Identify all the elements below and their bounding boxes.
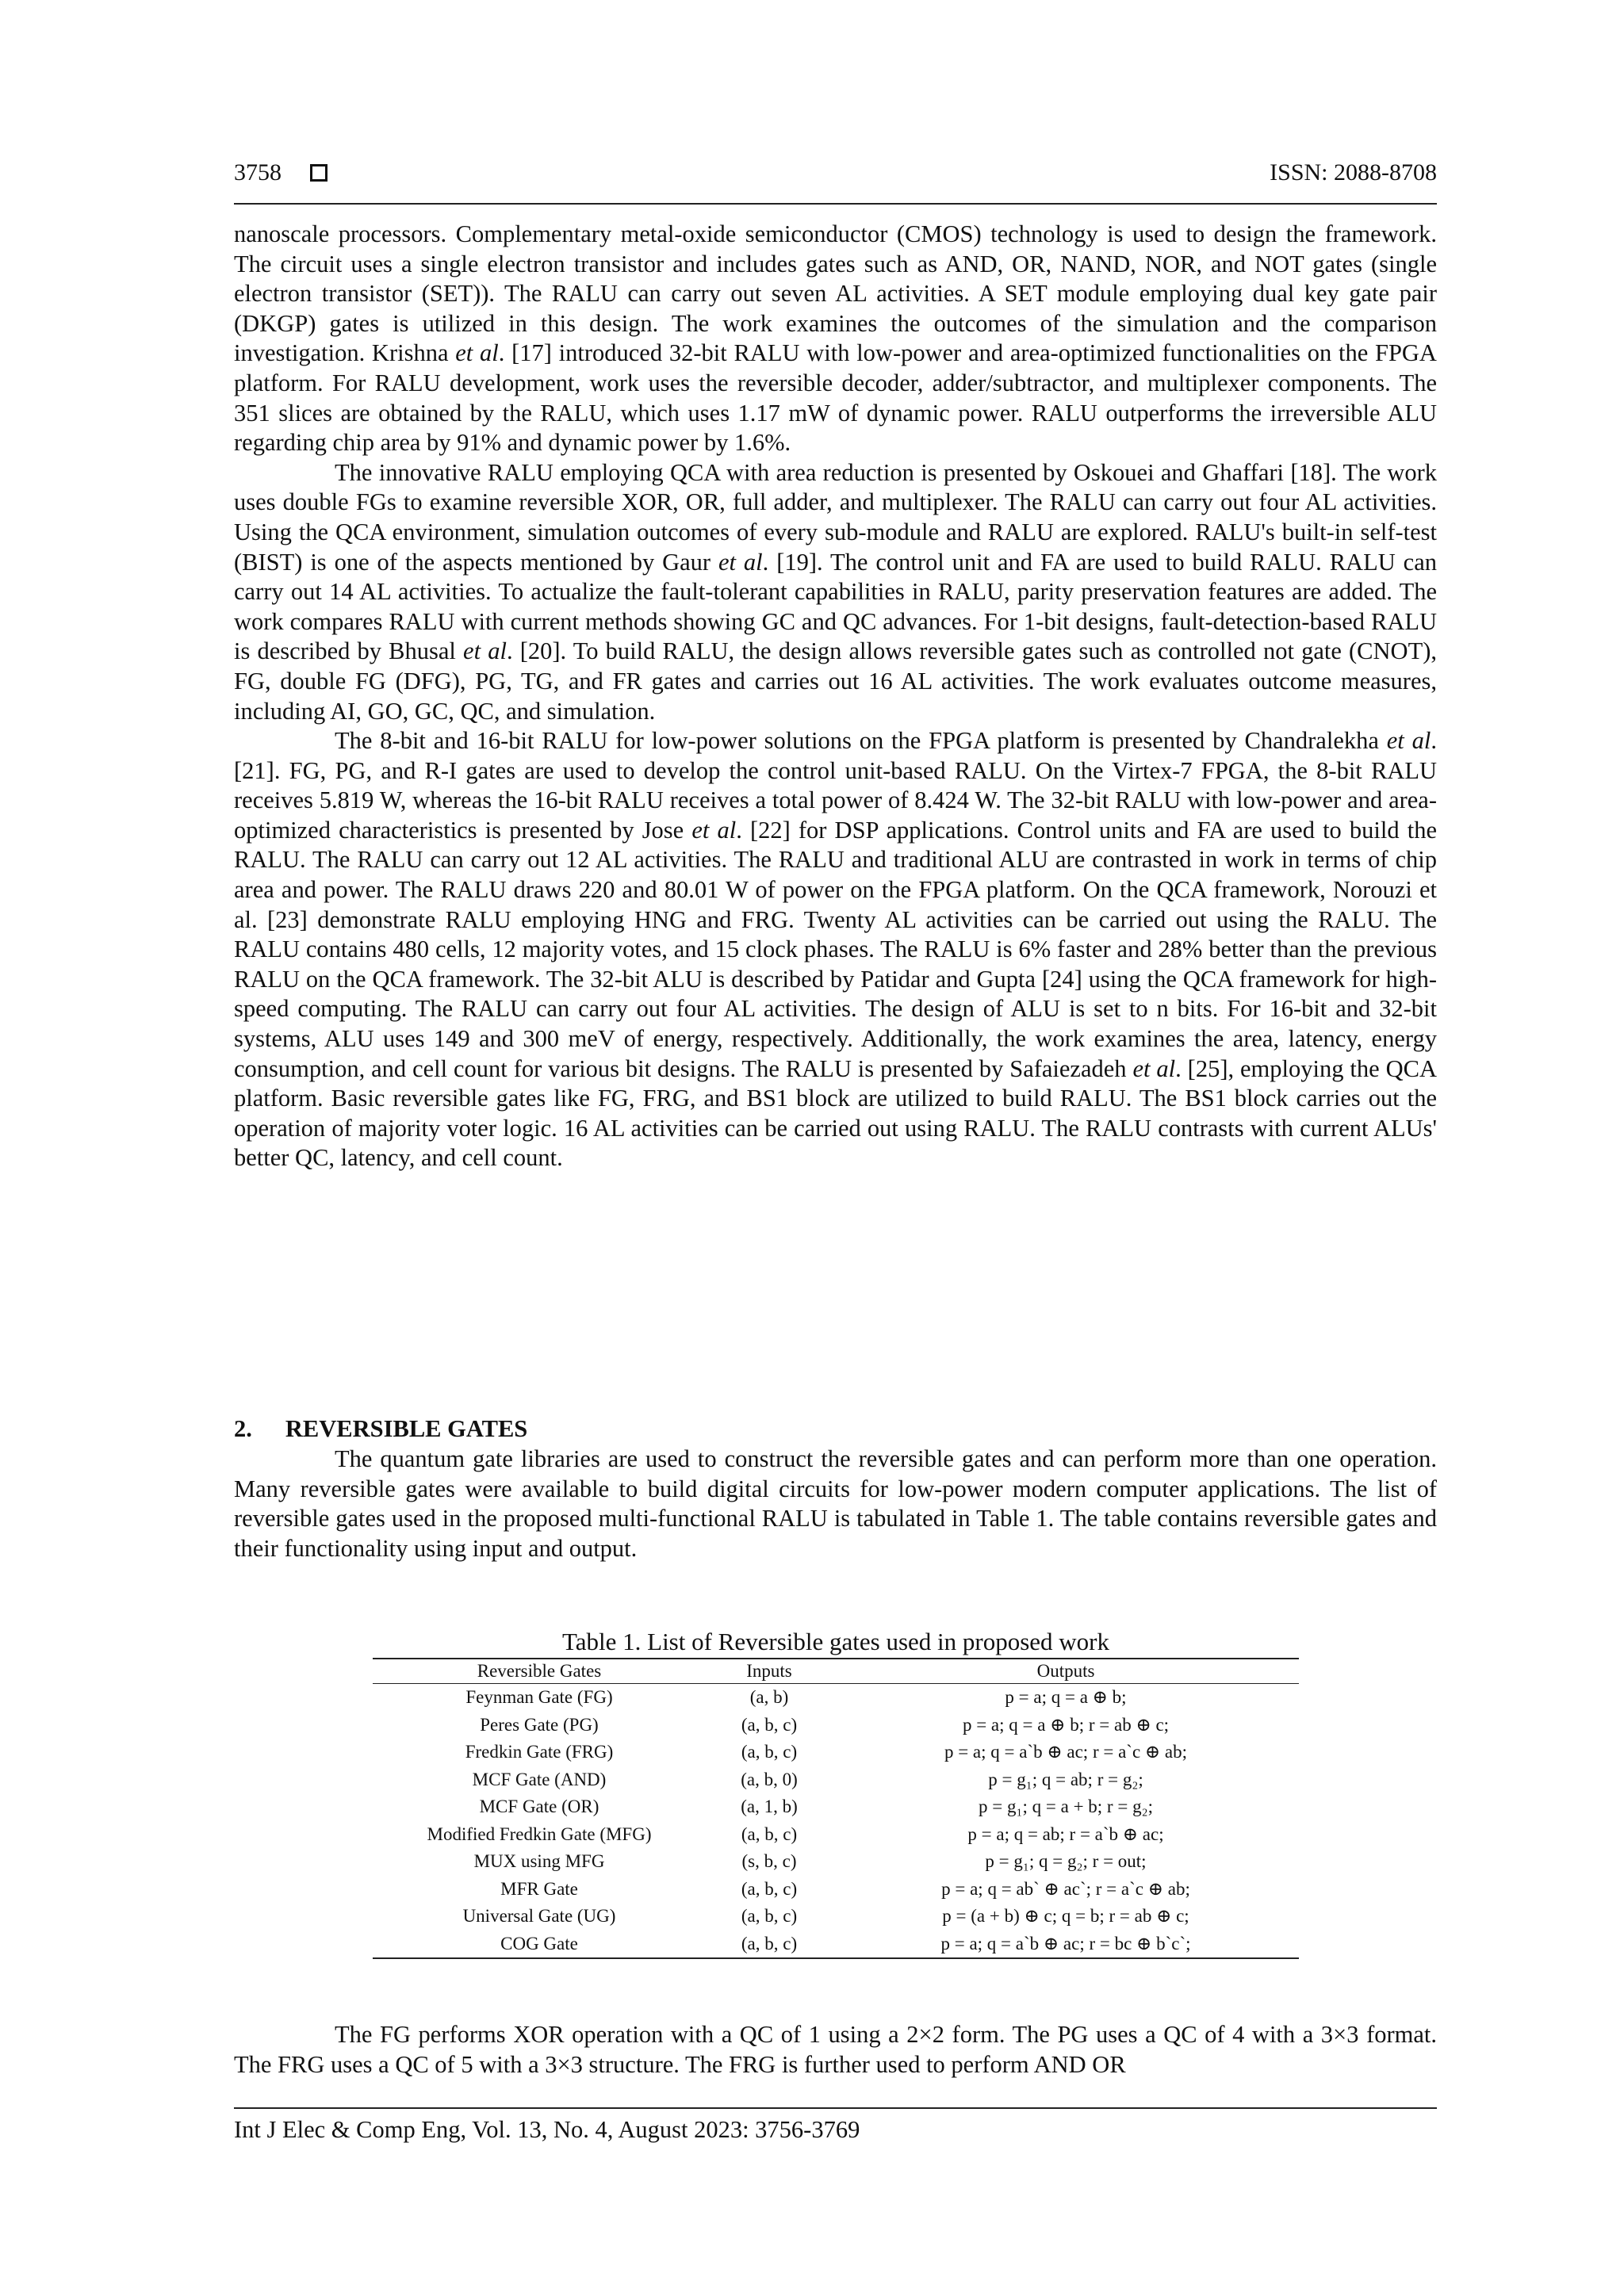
cell-outputs: p = g₁; q = ab; r = g₂;: [988, 1769, 1143, 1789]
page-number: 3758: [234, 159, 282, 186]
table-row: [373, 1821, 1299, 1849]
cell-inputs: (a, b, c): [741, 1878, 798, 1899]
table-1: [373, 1628, 1299, 1959]
text-segment: The 8-bit and 16-bit RALU for low-power solutions on the FPGA platform is presented by Chandralekha: [335, 727, 1387, 755]
gates-table: [373, 1658, 1299, 1959]
paragraph: [234, 726, 1437, 1173]
section-heading: [234, 1415, 527, 1443]
cell-inputs: (a, b, c): [741, 1906, 798, 1926]
section-number: 2.: [234, 1415, 252, 1442]
cell-outputs: p = g₁; q = a + b; r = g₂;: [979, 1797, 1153, 1816]
italic-text: et al: [691, 816, 737, 844]
cell-inputs: (a, b, c): [741, 1823, 798, 1844]
header-outputs: Outputs: [833, 1659, 1299, 1684]
table-row: [373, 1876, 1299, 1904]
cell-gate: COG Gate: [373, 1931, 706, 1959]
body-text-closing: [234, 2020, 1437, 2080]
cell-outputs: p = a; q = a`b ⊕ ac; r = bc ⊕ b`c`;: [833, 1931, 1299, 1959]
italic-text: et al: [455, 339, 499, 367]
issn-label: ISSN: 2088-8708: [1270, 159, 1437, 186]
closing-paragraph: The FG performs XOR operation with a QC of 1 using a 2×2 form. The PG uses a QC of 4 with a 3×3 format. The FRG uses a QC of 5 with a 3×3 structure. The FRG is further used to perform AND OR: [234, 2021, 1437, 2078]
header-left: [234, 159, 327, 186]
cell-outputs: p = a; q = ab` ⊕ ac`; r = a`c ⊕ ab;: [941, 1878, 1190, 1899]
header-rule: [234, 203, 1437, 205]
paragraph: [234, 458, 1437, 726]
table-header-row: [373, 1659, 1299, 1684]
section-title: REVERSIBLE GATES: [285, 1415, 528, 1442]
text-segment: . [17] introduced 32-bit RALU with low-power and area-optimized functionalities on the FPGA platform. For RALU development, work uses the reversible decoder, adder/subtractor, and multiplexer components. The 351 slices are obtained by the RALU, which uses 1.17 mW of dynamic power. RALU outperforms the irreversible ALU regarding chip area by 91% and dynamic power by 1.6%.: [234, 339, 1437, 457]
cell-outputs: p = a; q = a`b ⊕ ac; r = a`c ⊕ ab;: [944, 1742, 1188, 1762]
checkbox-square-icon: [310, 164, 327, 182]
table-caption: Table 1. List of Reversible gates used in proposed work: [561, 1628, 1109, 1655]
text-segment: . [19]. The control unit and FA are used to build RALU. RALU can carry out 14 AL activities. To actualize the fault-tolerant capabilities in RALU, parity preservation features are added. The work compares RALU with current methods showing GC and QC advances. For 1-bit designs, fault-detection-based RALU is described by Bhusal: [234, 548, 1437, 665]
cell-gate: MCF Gate (OR): [479, 1797, 599, 1816]
text-segment: . [25], employing the QCA platform. Basic reversible gates like FG, FRG, and BS1 block are utilized to build RALU. The BS1 block carries out the operation of majority voter logic. 16 AL activities can be carried out using RALU. The RALU contrasts with current ALUs' better QC, latency, and cell count.: [234, 1054, 1437, 1172]
body-text-section: [234, 1445, 1437, 1563]
cell-gate: Modified Fredkin Gate (MFG): [427, 1823, 652, 1844]
page-header: [234, 155, 1437, 190]
cell-inputs: (a, b, c): [706, 1931, 833, 1959]
table-row: [373, 1793, 1299, 1821]
italic-text: et al: [718, 548, 763, 576]
footer-rule: [234, 2107, 1437, 2109]
cell-outputs: p = a; q = a ⊕ b; r = ab ⊕ c;: [962, 1714, 1170, 1735]
cell-gate: Fredkin Gate (FRG): [465, 1742, 614, 1762]
text-segment: . [22] for DSP applications. Control units and FA are used to build the RALU. The RALU can carry out 12 AL activities. The RALU and traditional ALU are contrasted in work in terms of chip area and power. The RALU draws 220 and 80.01 W of power on the FPGA platform. On the QCA framework, Norouzi et al. [23] demonstrate RALU employing HNG and FRG. Twenty AL activities can be carried out using the RALU. The RALU contains 480 cells, 12 majority votes, and 15 clock phases. The RALU is 6% faster and 28% better than the previous RALU on the QCA framework. The 32-bit ALU is described by Patidar and Gupta [24] using the QCA framework for high-speed computing. The RALU can carry out four AL activities. The design of ALU is set to n bits. For 16-bit and 32-bit systems, ALU uses 149 and 300 meV of energy, respectively. Additionally, the work examines the area, latency, energy consumption, and cell count for various bit designs. The RALU is presented by Safaiezadeh: [234, 816, 1437, 1082]
italic-text: et al: [1132, 1054, 1176, 1082]
text-segment: . [20]. To build RALU, the design allows reversible gates such as controlled not gate (CNOT), FG, double FG (DFG), PG, TG, and FR gates and carries out 16 AL activities. The work evaluates outcome measures, including AI, GO, GC, QC, and simulation.: [234, 637, 1437, 725]
cell-inputs: (a, 1, b): [741, 1797, 798, 1816]
table-row: [373, 1739, 1299, 1766]
cell-inputs: (a, b, c): [741, 1714, 798, 1735]
section-paragraph: The quantum gate libraries are used to construct the reversible gates and can perform more than one operation. Many reversible gates were available to build digital circuits for low-power modern computer applications. The list of reversible gates used in the proposed multi-functional RALU is tabulated in Table 1. The table contains reversible gates and their functionality using input and output.: [234, 1445, 1437, 1562]
table-row: [373, 1712, 1299, 1739]
cell-inputs: (a, b, c): [741, 1742, 798, 1762]
paragraph: [234, 220, 1437, 458]
italic-text: et al: [1386, 727, 1431, 755]
page-footer: Int J Elec & Comp Eng, Vol. 13, No. 4, August 2023: 3756-3769: [234, 2116, 860, 2143]
cell-gate: MFR Gate: [500, 1878, 578, 1899]
table-row: [373, 1903, 1299, 1931]
table-row: [373, 1931, 1299, 1959]
cell-outputs: p = a; q = a ⊕ b;: [1005, 1687, 1127, 1707]
cell-gate: Feynman Gate (FG): [465, 1687, 613, 1707]
table-body: [373, 1684, 1299, 1959]
cell-inputs: (a, b, 0): [741, 1769, 798, 1789]
cell-outputs: p = (a + b) ⊕ c; q = b; r = ab ⊕ c;: [942, 1906, 1189, 1926]
cell-inputs: (s, b, c): [741, 1851, 797, 1871]
text-segment: . [21]. FG, PG, and R-I gates are used to develop the control unit-based RALU. On the Virtex-7 FPGA, the 8-bit RALU receives 5.819 W, whereas the 16-bit RALU receives a total power of 8.424 W. The 32-bit RALU with low-power and area-optimized characteristics is presented by Jose: [234, 727, 1437, 844]
text-segment: nanoscale processors. Complementary metal-oxide semiconductor (CMOS) technology is used to design the framework. The circuit uses a single electron transistor and includes gates such as AND, OR, NAND, NOR, and NOT gates (single electron transistor (SET)). The RALU can carry out seven AL activities. A SET module employing dual key gate pair (DKGP) gates is utilized in this design. The work examines the outcomes of the simulation and the comparison investigation. Krishna: [234, 220, 1437, 367]
table-row: [373, 1848, 1299, 1876]
cell-gate: MUX using MFG: [473, 1851, 605, 1871]
header-gates: Reversible Gates: [373, 1659, 706, 1684]
body-text-intro: [234, 220, 1437, 1173]
table-row: [373, 1684, 1299, 1712]
text-segment: The innovative RALU employing QCA with area reduction is presented by Oskouei and Ghaffari [18]. The work uses double FGs to examine reversible XOR, OR, full adder, and multiplexer. The RALU can carry out four AL activities. Using the QCA environment, simulation outcomes of every sub-module and RALU are explored. RALU's built-in self-test (BIST) is one of the aspects mentioned by Gaur: [234, 458, 1437, 576]
cell-inputs: (a, b): [749, 1687, 789, 1707]
cell-outputs: p = g₁; q = g₂; r = out;: [985, 1851, 1147, 1871]
header-inputs: Inputs: [706, 1659, 833, 1684]
cell-gate: MCF Gate (AND): [472, 1769, 607, 1789]
table-row: [373, 1766, 1299, 1794]
cell-outputs: p = a; q = ab; r = a`b ⊕ ac;: [967, 1823, 1164, 1844]
cell-gate: Peres Gate (PG): [480, 1714, 599, 1735]
cell-gate: Universal Gate (UG): [462, 1906, 616, 1926]
italic-text: et al: [463, 637, 507, 665]
